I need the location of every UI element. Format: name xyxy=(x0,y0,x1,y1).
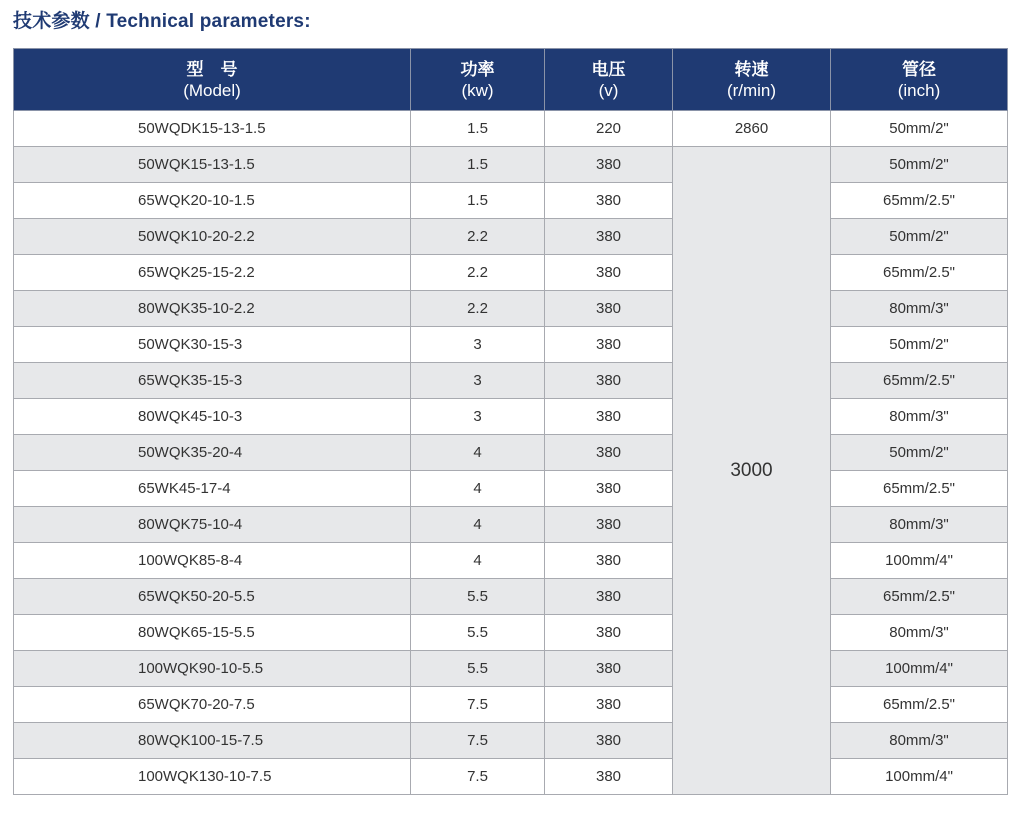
voltage-cell: 380 xyxy=(545,687,673,723)
table-row xyxy=(14,543,1008,579)
diameter-cell: 80mm/3" xyxy=(831,723,1008,759)
voltage-cell: 380 xyxy=(545,291,673,327)
column-header-model-en: (Model) xyxy=(183,80,241,100)
voltage-cell: 380 xyxy=(545,435,673,471)
power-cell: 3 xyxy=(411,327,545,363)
model-cell: 50WQK10-20-2.2 xyxy=(14,219,411,255)
power-cell: 4 xyxy=(411,471,545,507)
column-header-power-cn: 功率 xyxy=(460,59,495,79)
voltage-cell: 380 xyxy=(545,363,673,399)
column-header-diameter-en: (inch) xyxy=(897,80,941,100)
diameter-cell: 80mm/3" xyxy=(831,507,1008,543)
table-row xyxy=(14,759,1008,795)
table-row xyxy=(14,183,1008,219)
speed-cell-merged: 3000 xyxy=(673,147,831,795)
diameter-cell: 65mm/2.5" xyxy=(831,579,1008,615)
model-cell: 65WQK25-15-2.2 xyxy=(14,255,411,291)
table-row xyxy=(14,507,1008,543)
voltage-cell: 220 xyxy=(545,111,673,147)
power-cell: 5.5 xyxy=(411,579,545,615)
model-cell: 65WQK50-20-5.5 xyxy=(14,579,411,615)
power-cell: 3 xyxy=(411,399,545,435)
power-cell: 1.5 xyxy=(411,147,545,183)
diameter-cell: 65mm/2.5" xyxy=(831,183,1008,219)
diameter-cell: 65mm/2.5" xyxy=(831,471,1008,507)
table-row xyxy=(14,111,1008,147)
diameter-cell: 65mm/2.5" xyxy=(831,363,1008,399)
table-row xyxy=(14,651,1008,687)
table-row xyxy=(14,219,1008,255)
diameter-cell: 65mm/2.5" xyxy=(831,255,1008,291)
table-body xyxy=(14,111,1008,795)
diameter-cell: 50mm/2" xyxy=(831,147,1008,183)
model-cell: 50WQK30-15-3 xyxy=(14,327,411,363)
diameter-cell: 80mm/3" xyxy=(831,399,1008,435)
voltage-cell: 380 xyxy=(545,399,673,435)
technical-parameters-table xyxy=(13,48,1008,795)
speed-cell: 2860 xyxy=(673,111,831,147)
voltage-cell: 380 xyxy=(545,615,673,651)
table-row xyxy=(14,363,1008,399)
model-cell: 65WQK20-10-1.5 xyxy=(14,183,411,219)
voltage-cell: 380 xyxy=(545,219,673,255)
voltage-cell: 380 xyxy=(545,651,673,687)
voltage-cell: 380 xyxy=(545,759,673,795)
table-row xyxy=(14,327,1008,363)
column-header-model-cn: 型 号 xyxy=(186,59,238,79)
column-header-speed xyxy=(673,49,831,111)
model-cell: 50WQK15-13-1.5 xyxy=(14,147,411,183)
column-header-power xyxy=(411,49,545,111)
table-row xyxy=(14,435,1008,471)
model-cell: 100WQK130-10-7.5 xyxy=(14,759,411,795)
power-cell: 5.5 xyxy=(411,615,545,651)
column-header-speed-en: (r/min) xyxy=(726,80,777,100)
voltage-cell: 380 xyxy=(545,147,673,183)
voltage-cell: 380 xyxy=(545,183,673,219)
column-header-model xyxy=(14,49,411,111)
column-header-voltage-en: (v) xyxy=(598,80,619,100)
voltage-cell: 380 xyxy=(545,543,673,579)
table-row xyxy=(14,615,1008,651)
power-cell: 4 xyxy=(411,507,545,543)
power-cell: 7.5 xyxy=(411,759,545,795)
diameter-cell: 50mm/2" xyxy=(831,219,1008,255)
voltage-cell: 380 xyxy=(545,507,673,543)
table-row xyxy=(14,579,1008,615)
column-header-speed-cn: 转速 xyxy=(734,59,769,79)
model-cell: 80WQK75-10-4 xyxy=(14,507,411,543)
table-row xyxy=(14,255,1008,291)
table-row xyxy=(14,471,1008,507)
table-row xyxy=(14,687,1008,723)
column-header-diameter-cn: 管径 xyxy=(902,59,936,79)
column-header-power-en: (kw) xyxy=(461,80,494,100)
power-cell: 4 xyxy=(411,435,545,471)
model-cell: 80WQK45-10-3 xyxy=(14,399,411,435)
model-cell: 100WQK90-10-5.5 xyxy=(14,651,411,687)
model-cell: 65WK45-17-4 xyxy=(14,471,411,507)
diameter-cell: 50mm/2" xyxy=(831,435,1008,471)
power-cell: 7.5 xyxy=(411,687,545,723)
power-cell: 1.5 xyxy=(411,183,545,219)
table-row xyxy=(14,399,1008,435)
power-cell: 7.5 xyxy=(411,723,545,759)
diameter-cell: 100mm/4" xyxy=(831,543,1008,579)
voltage-cell: 380 xyxy=(545,327,673,363)
voltage-cell: 380 xyxy=(545,579,673,615)
column-header-voltage xyxy=(545,49,673,111)
voltage-cell: 380 xyxy=(545,723,673,759)
column-header-diameter xyxy=(831,49,1008,111)
model-cell: 80WQK100-15-7.5 xyxy=(14,723,411,759)
model-cell: 65WQK70-20-7.5 xyxy=(14,687,411,723)
voltage-cell: 380 xyxy=(545,471,673,507)
power-cell: 1.5 xyxy=(411,111,545,147)
power-cell: 2.2 xyxy=(411,291,545,327)
table-row xyxy=(14,723,1008,759)
diameter-cell: 50mm/2" xyxy=(831,111,1008,147)
power-cell: 5.5 xyxy=(411,651,545,687)
power-cell: 2.2 xyxy=(411,255,545,291)
model-cell: 80WQK35-10-2.2 xyxy=(14,291,411,327)
power-cell: 3 xyxy=(411,363,545,399)
diameter-cell: 80mm/3" xyxy=(831,291,1008,327)
table-header-row xyxy=(14,49,1008,111)
table-row xyxy=(14,147,1008,183)
column-header-voltage-cn: 电压 xyxy=(591,59,626,79)
power-cell: 4 xyxy=(411,543,545,579)
diameter-cell: 80mm/3" xyxy=(831,615,1008,651)
table-row xyxy=(14,291,1008,327)
model-cell: 50WQK35-20-4 xyxy=(14,435,411,471)
model-cell: 50WQDK15-13-1.5 xyxy=(14,111,411,147)
diameter-cell: 50mm/2" xyxy=(831,327,1008,363)
power-cell: 2.2 xyxy=(411,219,545,255)
voltage-cell: 380 xyxy=(545,255,673,291)
model-cell: 100WQK85-8-4 xyxy=(14,543,411,579)
model-cell: 65WQK35-15-3 xyxy=(14,363,411,399)
section-heading: 技术参数 / Technical parameters: xyxy=(13,11,311,32)
diameter-cell: 65mm/2.5" xyxy=(831,687,1008,723)
model-cell: 80WQK65-15-5.5 xyxy=(14,615,411,651)
diameter-cell: 100mm/4" xyxy=(831,759,1008,795)
diameter-cell: 100mm/4" xyxy=(831,651,1008,687)
